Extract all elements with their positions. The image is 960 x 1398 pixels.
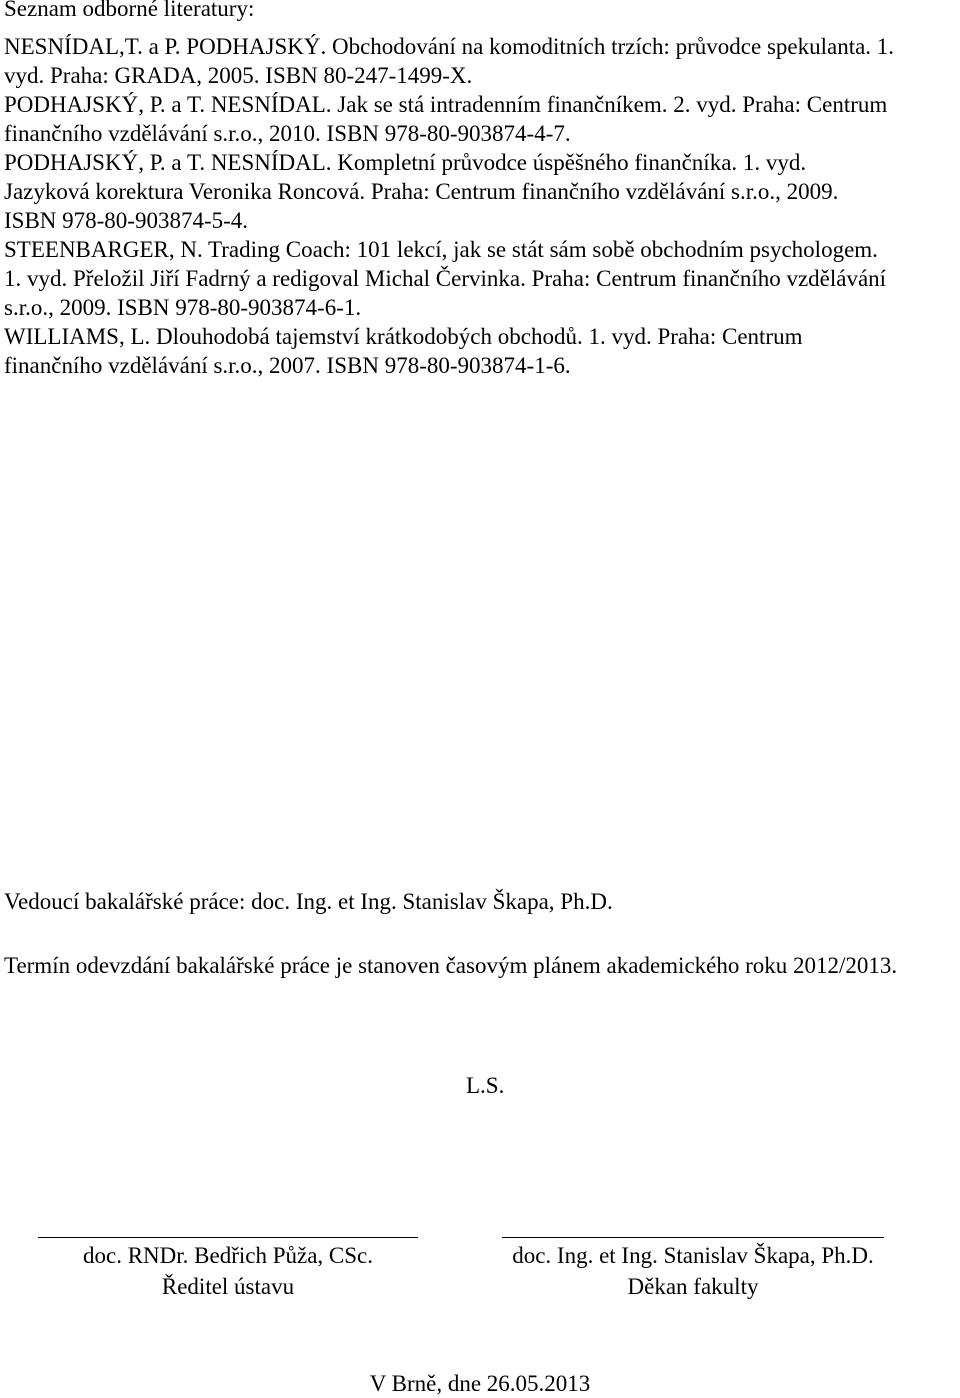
reference-line: finančního vzdělávání s.r.o., 2007. ISBN 978-80-903874-1-6. bbox=[4, 353, 571, 378]
reference-line: NESNÍDAL,T. a P. PODHAJSKÝ. Obchodování na komoditních trzích: průvodce spekulanta. 1. bbox=[4, 34, 895, 59]
reference-line: WILLIAMS, L. Dlouhodobá tajemství krátkodobých obchodů. 1. vyd. Praha: Centrum bbox=[4, 324, 803, 349]
reference-line: Jazyková korektura Veronika Roncová. Praha: Centrum finančního vzdělávání s.r.o., 2009. bbox=[4, 179, 839, 204]
signature-line-right bbox=[502, 1237, 884, 1238]
signature-block-dean bbox=[502, 1241, 884, 1303]
bibliography-heading: Seznam odborné literatury: bbox=[4, 0, 255, 21]
thesis-supervisor: Vedoucí bakalářské práce: doc. Ing. et Ing. Stanislav Škapa, Ph.D. bbox=[4, 889, 613, 914]
place-and-date: V Brně, dne 26.05.2013 bbox=[369, 1371, 591, 1396]
signatory-role: Ředitel ústavu bbox=[161, 1274, 295, 1299]
reference-line: 1. vyd. Přeložil Jiří Fadrný a redigoval Michal Červinka. Praha: Centrum finančního vzdělávání bbox=[4, 266, 887, 291]
official-seal-mark: L.S. bbox=[466, 1073, 505, 1098]
submission-deadline: Termín odevzdání bakalářské práce je stanoven časovým plánem akademického roku 2012/2013. bbox=[4, 953, 898, 978]
reference-line: PODHAJSKÝ, P. a T. NESNÍDAL. Jak se stá intradenním finančníkem. 2. vyd. Praha: Centrum bbox=[4, 92, 888, 117]
signatory-role: Děkan fakulty bbox=[627, 1274, 759, 1299]
reference-line: ISBN 978-80-903874-5-4. bbox=[4, 208, 249, 233]
reference-line: s.r.o., 2009. ISBN 978-80-903874-6-1. bbox=[4, 295, 362, 320]
signatory-name: doc. RNDr. Bedřich Půža, CSc. bbox=[82, 1243, 373, 1268]
bibliography-section bbox=[4, 0, 956, 380]
reference-line: finančního vzdělávání s.r.o., 2010. ISBN 978-80-903874-4-7. bbox=[4, 121, 571, 146]
signature-line-left bbox=[38, 1237, 418, 1238]
reference-line: STEENBARGER, N. Trading Coach: 101 lekcí, jak se stát sám sobě obchodním psychologem. bbox=[4, 237, 878, 262]
reference-line: PODHAJSKÝ, P. a T. NESNÍDAL. Kompletní průvodce úspěšného finančníka. 1. vyd. bbox=[4, 150, 807, 175]
signatory-name: doc. Ing. et Ing. Stanislav Škapa, Ph.D. bbox=[512, 1243, 874, 1268]
signature-block-director bbox=[38, 1241, 418, 1303]
reference-line: vyd. Praha: GRADA, 2005. ISBN 80-247-1499-X. bbox=[4, 63, 473, 88]
